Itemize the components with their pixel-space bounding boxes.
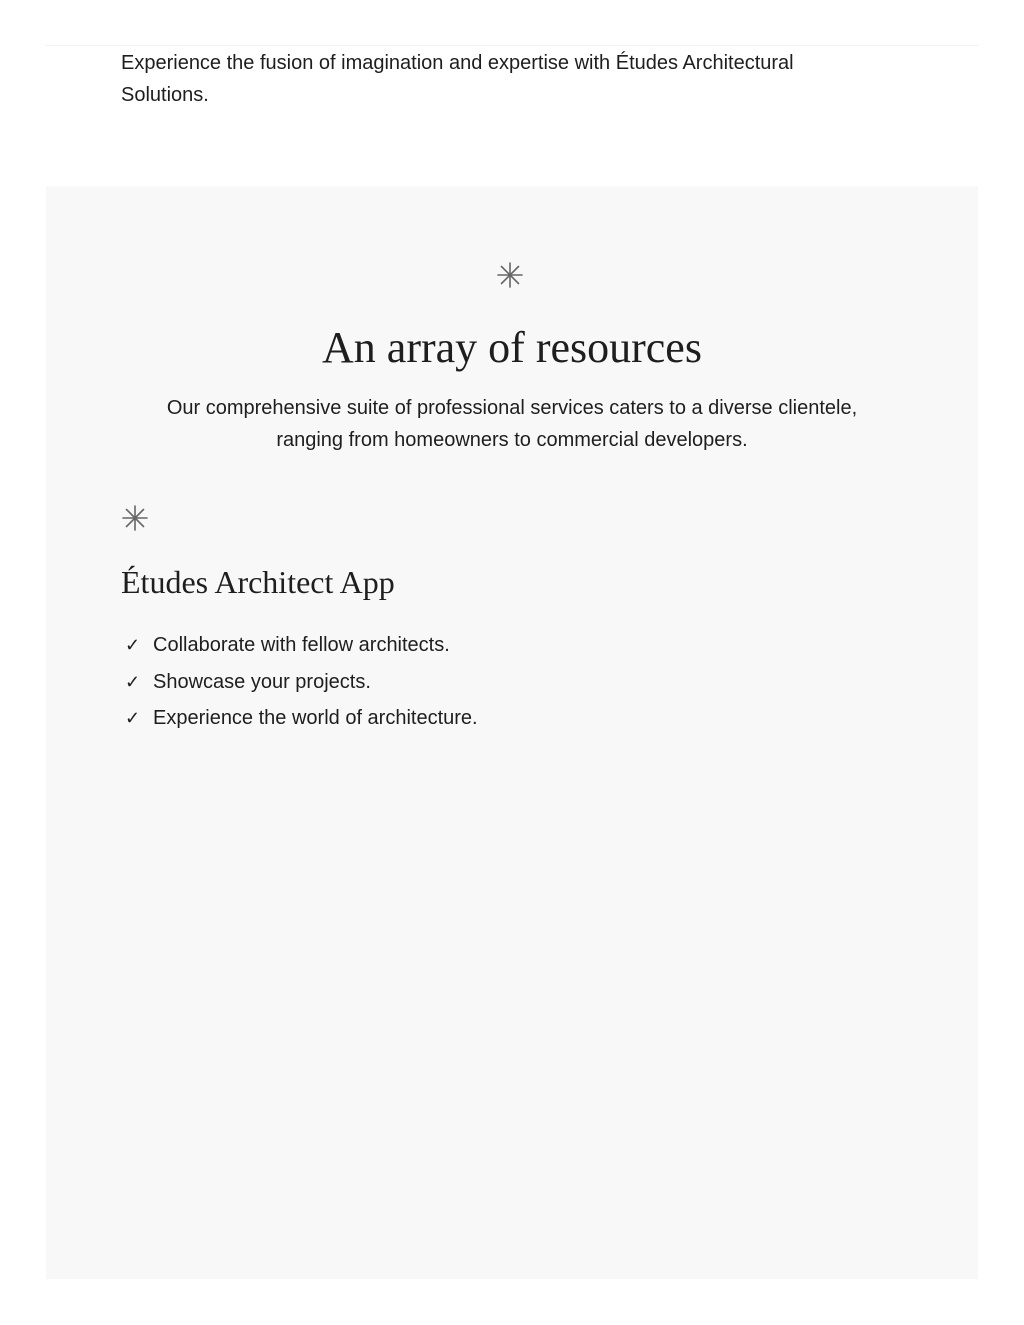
feature-text: Showcase your projects. [153, 670, 371, 693]
feature-text: Experience the world of architecture. [153, 707, 478, 729]
asterisk-icon [496, 261, 524, 289]
resources-section [46, 186, 978, 1279]
app-card-title: Études Architect App [121, 564, 395, 600]
feature-list [121, 627, 478, 737]
section-description: Our comprehensive suite of professional services caters to a diverse clientele, ranging from homeowners to commercial developers. [166, 397, 858, 451]
check-icon: ✓ [125, 635, 141, 655]
intro-paragraph: Experience the fusion of imagination and expertise with Études Architectural Solutions. [121, 52, 794, 106]
section-title: An array of resources [322, 323, 702, 372]
list-item [121, 700, 478, 737]
top-divider [46, 45, 978, 46]
asterisk-icon [121, 504, 149, 532]
list-item [121, 627, 478, 664]
check-icon: ✓ [125, 708, 141, 728]
feature-text: Collaborate with fellow architects. [153, 634, 450, 656]
check-icon: ✓ [125, 671, 141, 692]
list-item [121, 664, 478, 701]
